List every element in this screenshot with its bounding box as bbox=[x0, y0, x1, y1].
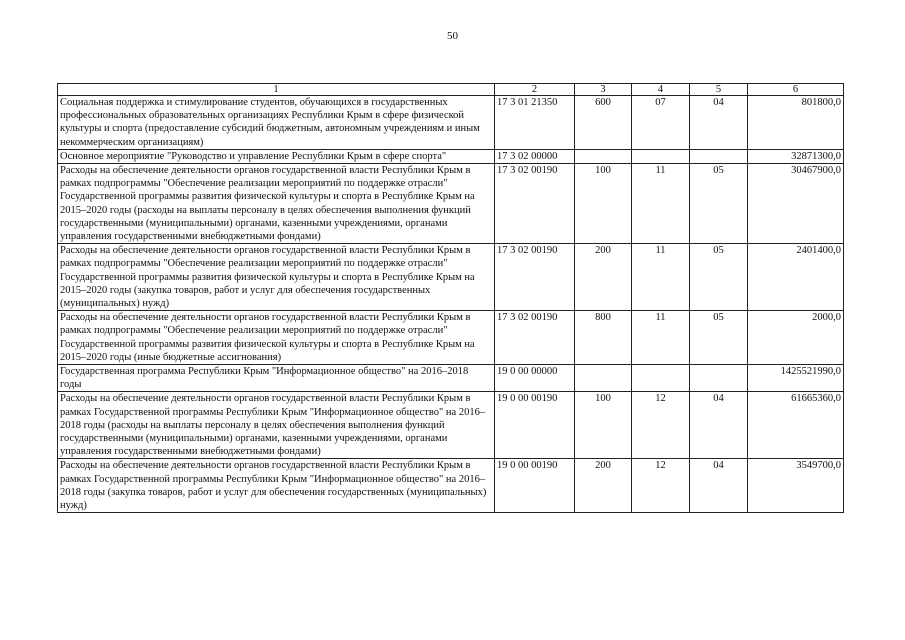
subsection-cell bbox=[690, 149, 748, 163]
target-code-cell: 19 0 00 00190 bbox=[495, 392, 575, 459]
table-row bbox=[58, 392, 844, 459]
amount-cell: 3549700,0 bbox=[748, 459, 844, 513]
expense-type-cell: 200 bbox=[575, 459, 632, 513]
description-cell: Социальная поддержка и стимулирование студентов, обучающихся в государственных профессиональных образовательных организациях Республики Крым в сфере физической культуры и спорта (предоставление субсидий бюджетным, автономным учреждениям и иным некоммерческим организациям) bbox=[58, 96, 495, 150]
description-cell: Расходы на обеспечение деятельности органов государственной власти Республики Крым в рамках Государственной программы Республики Крым "Информационное общество" на 2016–2018 годы (расходы на выплаты персоналу в целях обеспечения выполнения функций государственными (муниципальными) органами, казенными учреждениями, органами управления государственными внебюджетными фондами) bbox=[58, 392, 495, 459]
subsection-cell: 04 bbox=[690, 392, 748, 459]
section-cell: 11 bbox=[632, 311, 690, 365]
subsection-cell: 04 bbox=[690, 459, 748, 513]
table-row bbox=[58, 96, 844, 150]
amount-cell: 30467900,0 bbox=[748, 164, 844, 244]
target-code-cell: 17 3 02 00000 bbox=[495, 149, 575, 163]
section-cell bbox=[632, 149, 690, 163]
subsection-cell: 05 bbox=[690, 164, 748, 244]
subsection-cell bbox=[690, 365, 748, 392]
table-row bbox=[58, 149, 844, 163]
amount-cell: 61665360,0 bbox=[748, 392, 844, 459]
target-code-cell: 17 3 02 00190 bbox=[495, 244, 575, 311]
amount-cell: 801800,0 bbox=[748, 96, 844, 150]
page-number: 50 bbox=[447, 30, 458, 42]
target-code-cell: 17 3 01 21350 bbox=[495, 96, 575, 150]
description-cell: Расходы на обеспечение деятельности органов государственной власти Республики Крым в рамках подпрограммы "Обеспечение реализации мероприятий по поддержке отрасли" Государственной программы развития физической культуры и спорта в Республике Крым на 2015–2020 годы (иные бюджетные ассигнования) bbox=[58, 311, 495, 365]
header-cell: 6 bbox=[748, 84, 844, 96]
header-cell: 5 bbox=[690, 84, 748, 96]
header-cell: 3 bbox=[575, 84, 632, 96]
header-row bbox=[58, 84, 844, 96]
section-cell: 12 bbox=[632, 459, 690, 513]
expense-type-cell bbox=[575, 365, 632, 392]
amount-cell: 32871300,0 bbox=[748, 149, 844, 163]
section-cell: 11 bbox=[632, 164, 690, 244]
amount-cell: 1425521990,0 bbox=[748, 365, 844, 392]
target-code-cell: 17 3 02 00190 bbox=[495, 311, 575, 365]
description-cell: Основное мероприятие "Руководство и управление Республики Крым в сфере спорта" bbox=[58, 149, 495, 163]
table-row bbox=[58, 365, 844, 392]
table-row bbox=[58, 311, 844, 365]
amount-cell: 2000,0 bbox=[748, 311, 844, 365]
header-cell: 2 bbox=[495, 84, 575, 96]
subsection-cell: 05 bbox=[690, 311, 748, 365]
expense-type-cell: 100 bbox=[575, 392, 632, 459]
expense-type-cell: 800 bbox=[575, 311, 632, 365]
section-cell: 12 bbox=[632, 392, 690, 459]
description-cell: Расходы на обеспечение деятельности органов государственной власти Республики Крым в рамках Государственной программы Республики Крым "Информационное общество" на 2016–2018 годы (закупка товаров, работ и услуг для обеспечения государственных (муниципальных) нужд) bbox=[58, 459, 495, 513]
section-cell: 07 bbox=[632, 96, 690, 150]
header-cell: 1 bbox=[58, 84, 495, 96]
header-cell: 4 bbox=[632, 84, 690, 96]
description-cell: Расходы на обеспечение деятельности органов государственной власти Республики Крым в рамках подпрограммы "Обеспечение реализации мероприятий по поддержке отрасли" Государственной программы развития физической культуры и спорта в Республике Крым на 2015–2020 годы (расходы на выплаты персоналу в целях обеспечения выполнения функций государственными (муниципальными) органами, казенными учреждениями, органами управления государственными внебюджетными фондами) bbox=[58, 164, 495, 244]
expense-type-cell: 100 bbox=[575, 164, 632, 244]
subsection-cell: 05 bbox=[690, 244, 748, 311]
budget-table bbox=[57, 83, 844, 513]
expense-type-cell: 600 bbox=[575, 96, 632, 150]
description-cell: Расходы на обеспечение деятельности органов государственной власти Республики Крым в рамках подпрограммы "Обеспечение реализации мероприятий по поддержке отрасли" Государственной программы развития физической культуры и спорта в Республике Крым на 2015–2020 годы (закупка товаров, работ и услуг для обеспечения государственных (муниципальных) нужд) bbox=[58, 244, 495, 311]
expense-type-cell bbox=[575, 149, 632, 163]
target-code-cell: 19 0 00 00190 bbox=[495, 459, 575, 513]
table-row bbox=[58, 244, 844, 311]
description-cell: Государственная программа Республики Крым "Информационное общество" на 2016–2018 годы bbox=[58, 365, 495, 392]
subsection-cell: 04 bbox=[690, 96, 748, 150]
table-row bbox=[58, 164, 844, 244]
section-cell: 11 bbox=[632, 244, 690, 311]
target-code-cell: 17 3 02 00190 bbox=[495, 164, 575, 244]
target-code-cell: 19 0 00 00000 bbox=[495, 365, 575, 392]
amount-cell: 2401400,0 bbox=[748, 244, 844, 311]
table-row bbox=[58, 459, 844, 513]
section-cell bbox=[632, 365, 690, 392]
expense-type-cell: 200 bbox=[575, 244, 632, 311]
